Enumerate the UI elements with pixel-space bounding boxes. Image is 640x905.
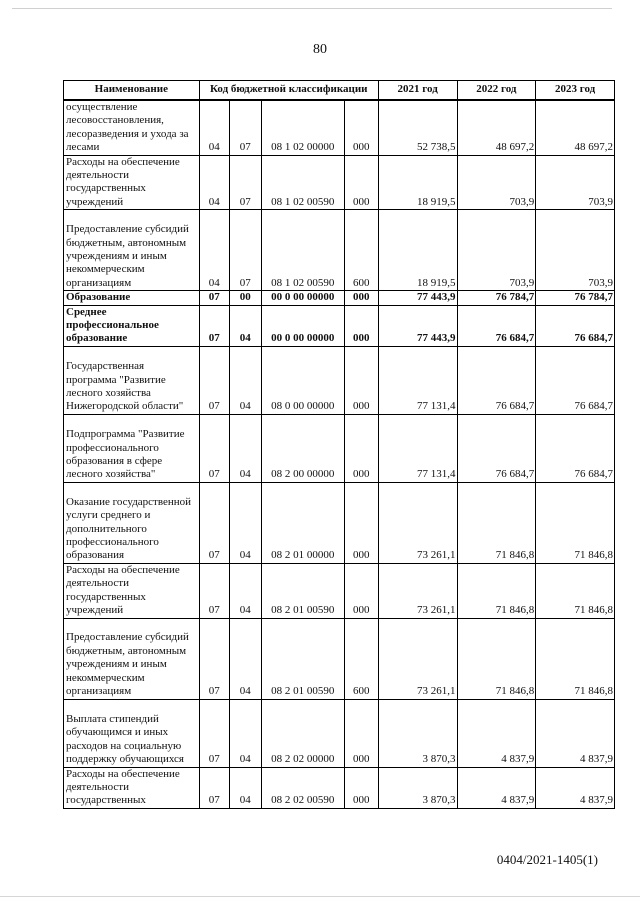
row-value-2021: 77 443,9 [378,291,457,305]
bottom-scan-line [0,896,640,897]
row-name: Расходы на обеспечение деятельности государственных [64,767,200,808]
row-value-2022: 76 684,7 [457,346,536,414]
row-expense-type: 000 [344,346,378,414]
row-value-2021: 52 738,5 [378,100,457,155]
row-expense-type: 000 [344,563,378,618]
row-subsection: 04 [229,482,261,563]
row-value-2021: 77 131,4 [378,346,457,414]
table-row [64,482,615,563]
row-value-2021: 18 919,5 [378,155,457,210]
row-name: Среднее профессиональное образование [64,305,200,346]
budget-table [63,80,615,809]
row-value-2022: 703,9 [457,210,536,291]
row-value-2022: 76 684,7 [457,305,536,346]
row-value-2023: 4 837,9 [536,699,615,767]
row-name: Оказание государственной услуги среднего и дополнительного профессионального образования [64,482,200,563]
row-expense-type: 000 [344,482,378,563]
row-value-2021: 3 870,3 [378,699,457,767]
table-row [64,100,615,155]
table-row [64,346,615,414]
row-subsection: 04 [229,618,261,699]
table-row [64,210,615,291]
row-subsection: 04 [229,767,261,808]
row-expense-type: 600 [344,618,378,699]
table-row [64,618,615,699]
row-section: 07 [199,346,229,414]
header-2022: 2022 год [457,81,536,101]
row-expense-type: 000 [344,699,378,767]
row-section: 07 [199,482,229,563]
row-target-code: 08 2 02 00590 [261,767,344,808]
row-expense-type: 000 [344,305,378,346]
row-value-2022: 71 846,8 [457,618,536,699]
row-value-2022: 76 784,7 [457,291,536,305]
table-row [64,699,615,767]
row-value-2023: 71 846,8 [536,618,615,699]
row-expense-type: 000 [344,414,378,482]
row-subsection: 07 [229,210,261,291]
row-name: осуществление лесовосстановления, лесоразведения и ухода за лесами [64,100,200,155]
row-section: 07 [199,414,229,482]
row-value-2023: 703,9 [536,210,615,291]
page-number: 80 [313,42,327,57]
document-code: 0404/2021-1405(1) [496,852,598,867]
row-target-code: 08 2 02 00000 [261,699,344,767]
row-subsection: 04 [229,563,261,618]
header-2023: 2023 год [536,81,615,101]
row-name: Предоставление субсидий бюджетным, автономным учреждениям и иным некоммерческим организациям [64,210,200,291]
row-value-2021: 73 261,1 [378,618,457,699]
row-name: Подпрограмма "Развитие профессионального образования в сфере лесного хозяйства" [64,414,200,482]
row-value-2021: 3 870,3 [378,767,457,808]
row-value-2021: 77 131,4 [378,414,457,482]
row-name: Расходы на обеспечение деятельности государственных учреждений [64,563,200,618]
row-value-2023: 76 684,7 [536,346,615,414]
row-expense-type: 000 [344,100,378,155]
row-value-2021: 73 261,1 [378,563,457,618]
table-header-row [64,81,615,101]
row-name: Выплата стипендий обучающимся и иных расходов на социальную поддержку обучающихся [64,699,200,767]
row-section: 04 [199,155,229,210]
row-target-code: 08 2 01 00590 [261,618,344,699]
row-name: Расходы на обеспечение деятельности государственных учреждений [64,155,200,210]
row-value-2022: 703,9 [457,155,536,210]
table-row [64,563,615,618]
row-subsection: 00 [229,291,261,305]
row-target-code: 00 0 00 00000 [261,291,344,305]
row-section: 07 [199,767,229,808]
row-value-2021: 18 919,5 [378,210,457,291]
row-subsection: 04 [229,699,261,767]
row-value-2021: 73 261,1 [378,482,457,563]
row-section: 07 [199,563,229,618]
row-value-2023: 4 837,9 [536,767,615,808]
row-expense-type: 600 [344,210,378,291]
row-section: 07 [199,291,229,305]
row-section: 07 [199,699,229,767]
table-row [64,305,615,346]
row-section: 04 [199,210,229,291]
row-subsection: 04 [229,305,261,346]
row-section: 07 [199,618,229,699]
row-value-2023: 76 784,7 [536,291,615,305]
table-row [64,155,615,210]
header-name: Наименование [64,81,200,101]
row-target-code: 08 0 00 00000 [261,346,344,414]
row-expense-type: 000 [344,291,378,305]
table-row [64,767,615,808]
row-expense-type: 000 [344,767,378,808]
row-name: Образование [64,291,200,305]
row-value-2023: 71 846,8 [536,563,615,618]
row-target-code: 08 1 02 00590 [261,155,344,210]
row-value-2022: 48 697,2 [457,100,536,155]
row-value-2023: 71 846,8 [536,482,615,563]
header-code: Код бюджетной классификации [199,81,378,101]
row-value-2023: 703,9 [536,155,615,210]
row-target-code: 00 0 00 00000 [261,305,344,346]
table-row [64,291,615,305]
table-row [64,414,615,482]
row-value-2022: 4 837,9 [457,699,536,767]
row-value-2021: 77 443,9 [378,305,457,346]
row-name: Предоставление субсидий бюджетным, автономным учреждениям и иным некоммерческим организациям [64,618,200,699]
row-value-2023: 76 684,7 [536,305,615,346]
row-value-2022: 4 837,9 [457,767,536,808]
row-value-2023: 76 684,7 [536,414,615,482]
row-target-code: 08 2 01 00590 [261,563,344,618]
row-target-code: 08 1 02 00000 [261,100,344,155]
row-target-code: 08 2 00 00000 [261,414,344,482]
row-section: 07 [199,305,229,346]
row-value-2022: 76 684,7 [457,414,536,482]
row-expense-type: 000 [344,155,378,210]
row-target-code: 08 2 01 00000 [261,482,344,563]
row-value-2022: 71 846,8 [457,482,536,563]
row-subsection: 07 [229,100,261,155]
row-value-2023: 48 697,2 [536,100,615,155]
header-2021: 2021 год [378,81,457,101]
row-section: 04 [199,100,229,155]
row-target-code: 08 1 02 00590 [261,210,344,291]
row-subsection: 07 [229,155,261,210]
row-subsection: 04 [229,346,261,414]
row-name: Государственная программа "Развитие лесного хозяйства Нижегородской области" [64,346,200,414]
row-subsection: 04 [229,414,261,482]
top-scan-line [12,8,612,9]
row-value-2022: 71 846,8 [457,563,536,618]
